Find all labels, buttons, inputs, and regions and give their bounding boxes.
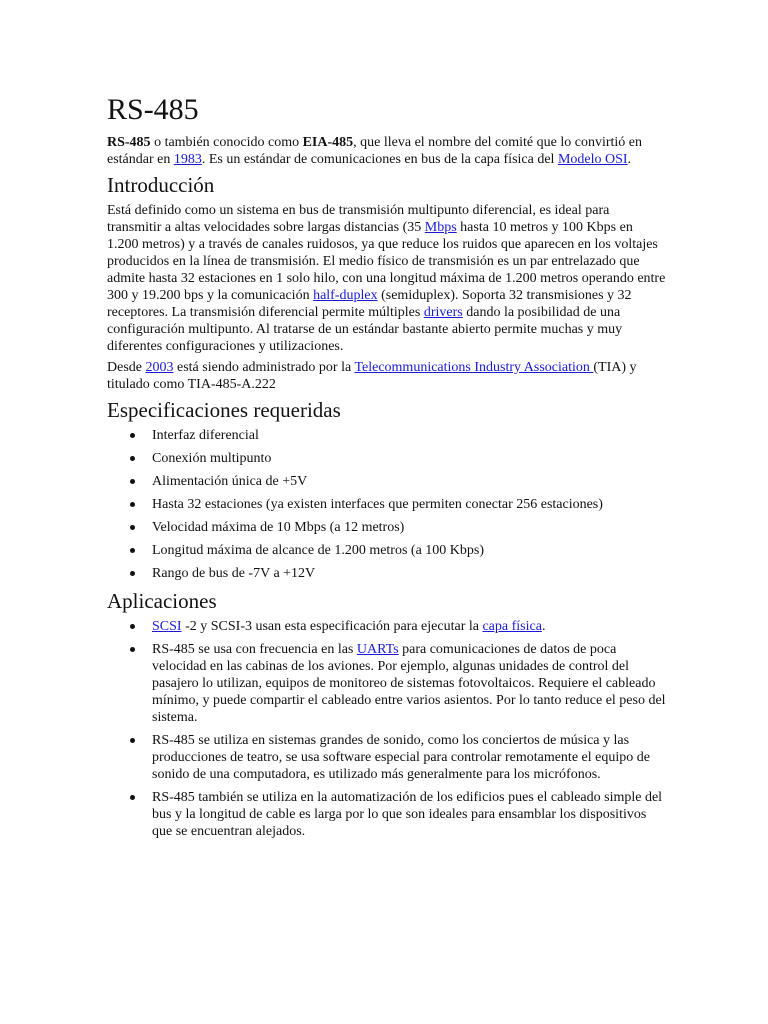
term-eia485: EIA-485 xyxy=(302,135,354,150)
link-mbps[interactable]: Mbps xyxy=(424,220,457,235)
intro-paragraph: RS-485 o también conocido como EIA-485, que lleva el nombre del comité que lo convirtió en estándar en 1983. Es un estándar de comunicaciones en bus de la capa física del Modelo OSI. xyxy=(107,135,643,167)
list-item: RS-485 se usa con frecuencia en las UARTs para comunicaciones de datos de poca velocidad en las cabinas de los aviones. Por ejemplo, algunas unidades de control del pasajero lo utilizan, equipos de monitoreo de sistemas fotovoltaicos. Requiere el cableado mínimo, y puede compartir el cableado entre varios asientos. Por lo tanto reduce el peso del sistema. xyxy=(152,642,666,725)
heading-especificaciones: Especificaciones requeridas xyxy=(107,398,341,422)
list-item: RS-485 también se utiliza en la automatización de los edificios pues el cableado simple del bus y la longitud de cable es larga por lo que son ideales para ensamblar los dispositivos que se encuentran alejados. xyxy=(152,789,667,840)
specs-list xyxy=(107,427,667,582)
list-item: RS-485 se utiliza en sistemas grandes de sonido, como los conciertos de música y las producciones de teatro, se usa software especial para controlar remotamente el equipo de sonido de una computadora, es utilizado más generalmente para los micrófonos. xyxy=(152,732,667,783)
introduccion-paragraph-1: Está definido como un sistema en bus de transmisión multipunto diferencial, es ideal para transmitir a altas velocidades sobre largas distancias (35 Mbps hasta 10 metros y 100 Kbps en 1.200 metros) y a través de canales ruidosos, ya que reduce los ruidos que aparecen en los voltajes producidos en la línea de transmisión. El medio físico de transmisión es un par entrelazado que admite hasta 32 estaciones en 1 solo hilo, con una longitud máxima de 1.200 metros operando entre 300 y 19.200 bps y la comunicación half-duplex (semiduplex). Soporta 32 transmisiones y 32 receptores. La transmisión diferencial permite múltiples drivers dando la posibilidad de una configuración multipunto. Al tratarse de un estándar bastante abierto permite muchas y muy diferentes configuraciones y utilizaciones. xyxy=(107,203,666,354)
list-item: Interfaz diferencial xyxy=(152,427,667,444)
list-item: Conexión multipunto xyxy=(152,450,667,467)
link-1983[interactable]: 1983 xyxy=(173,152,202,167)
link-modelo-osi[interactable]: Modelo OSI xyxy=(557,152,628,167)
heading-introduccion: Introducción xyxy=(107,173,215,197)
page-title: RS-485 xyxy=(107,93,199,126)
list-item: Longitud máxima de alcance de 1.200 metros (a 100 Kbps) xyxy=(152,542,667,559)
link-uarts[interactable]: UARTs xyxy=(356,642,399,657)
link-half-duplex[interactable]: half-duplex xyxy=(313,288,378,303)
list-item: Hasta 32 estaciones (ya existen interfaces que permiten conectar 256 estaciones) xyxy=(152,496,667,513)
list-item: Rango de bus de -7V a +12V xyxy=(152,565,667,582)
link-drivers[interactable]: drivers xyxy=(423,305,463,320)
list-item: Velocidad máxima de 10 Mbps (a 12 metros) xyxy=(152,519,667,536)
link-capa-fisica[interactable]: capa física xyxy=(482,619,542,634)
link-scsi[interactable]: SCSI xyxy=(152,619,182,634)
term-rs485: RS-485 xyxy=(107,135,151,150)
heading-aplicaciones: Aplicaciones xyxy=(107,589,217,613)
introduccion-paragraph-2: Desde 2003 está siendo administrado por la Telecommunications Industry Association (TIA) y titulado como TIA-485-A.222 xyxy=(107,360,637,392)
link-2003[interactable]: 2003 xyxy=(145,360,174,375)
list-item: SCSI -2 y SCSI-3 usan esta especificación para ejecutar la capa física. xyxy=(152,618,667,635)
list-item: Alimentación única de +5V xyxy=(152,473,667,490)
apps-list xyxy=(107,618,667,840)
link-tia[interactable]: Telecommunications Industry Association xyxy=(354,360,594,375)
article xyxy=(107,92,667,846)
